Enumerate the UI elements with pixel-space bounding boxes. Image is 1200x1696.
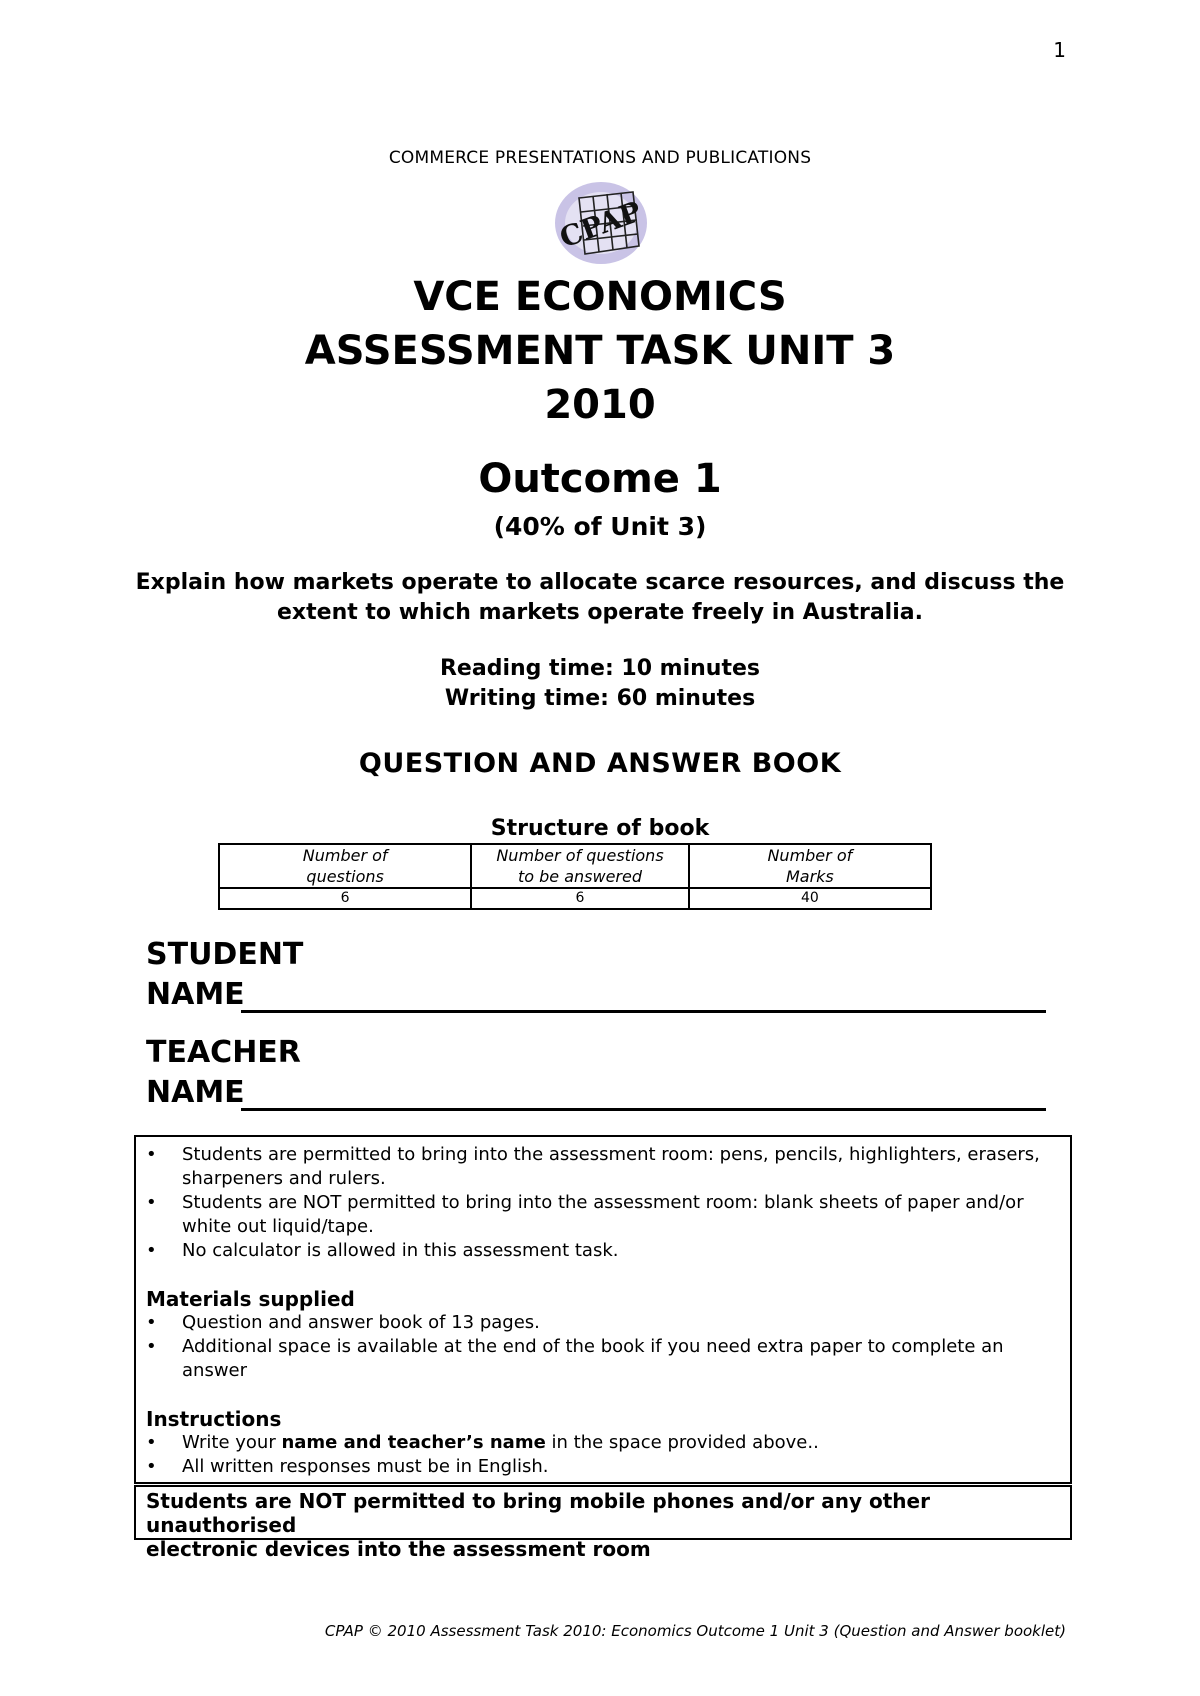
book-title: QUESTION AND ANSWER BOOK (358, 748, 842, 779)
materials-heading: Materials supplied (146, 1287, 355, 1311)
publisher-name: COMMERCE PRESENTATIONS AND PUBLICATIONS (388, 148, 812, 168)
title-year: 2010 (544, 382, 656, 428)
list-item: • Students are permitted to bring into the assessment room: pens, pencils, highlighters, erasers, sharpeners and rulers. (146, 1144, 1040, 1189)
student-label: STUDENT (146, 937, 304, 972)
teacher-label: TEACHER (146, 1035, 301, 1070)
svg-text:CPAP: CPAP (555, 194, 646, 255)
list-item: • Students are NOT permitted to bring into the assessment room: blank sheets of paper and/or white out liquid/tape. (146, 1192, 1024, 1237)
structure-header-row (219, 844, 931, 888)
title-line-1: VCE ECONOMICS (413, 274, 787, 320)
structure-value-cell: 40 (689, 888, 931, 909)
structure-value-cell: 6 (471, 888, 688, 909)
page-footer: CPAP © 2010 Assessment Task 2010: Economics Outcome 1 Unit 3 (Question and Answer booklet) (324, 1622, 1066, 1640)
structure-table (218, 843, 932, 910)
list-item: • Question and answer book of 13 pages. (146, 1312, 540, 1333)
device-warning-line-1: Students are NOT permitted to bring mobile phones and/or any other unauthorised (146, 1489, 930, 1537)
rules-box (134, 1135, 1072, 1484)
outcome-description-line-1: Explain how markets operate to allocate scarce resources, and discuss the (135, 570, 1065, 595)
reading-time: Reading time: 10 minutes (439, 656, 761, 681)
cpap-logo (553, 180, 649, 266)
list-item: • No calculator is allowed in this assessment task. (146, 1240, 619, 1261)
materials-list (136, 1311, 1070, 1383)
list-item: • Write your name and teacher’s name in the space provided above.. (146, 1432, 819, 1453)
student-name-label: NAME (146, 977, 245, 1012)
page-number: 1 (1053, 38, 1066, 62)
instructions-list (136, 1431, 1070, 1479)
outcome-weighting: (40% of Unit 3) (493, 512, 707, 541)
exam-times (0, 654, 1200, 714)
title-line-2: ASSESSMENT TASK UNIT 3 (304, 328, 896, 374)
device-warning-line-2: electronic devices into the assessment room (146, 1537, 651, 1561)
structure-value-cell: 6 (219, 888, 471, 909)
structure-header-cell: Number of Marks (689, 844, 931, 888)
student-name-field[interactable] (241, 1010, 1046, 1013)
outcome-description (0, 568, 1200, 628)
device-warning-box (134, 1485, 1072, 1561)
structure-values-row (219, 888, 931, 909)
teacher-name-label: NAME (146, 1075, 245, 1110)
structure-header-cell: Number of questions to be answered (471, 844, 688, 888)
outcome-description-line-2: extent to which markets operate freely in Australia. (277, 600, 923, 625)
teacher-name-field[interactable] (241, 1108, 1046, 1111)
structure-header-cell: Number of questions (219, 844, 471, 888)
rules-list (136, 1143, 1070, 1263)
list-item: • Additional space is available at the end of the book if you need extra paper to complete an answer (146, 1336, 1004, 1381)
outcome-heading: Outcome 1 (478, 456, 722, 502)
structure-title: Structure of book (490, 816, 710, 841)
list-item: • All written responses must be in English. (146, 1456, 549, 1477)
writing-time: Writing time: 60 minutes (444, 686, 756, 711)
instructions-heading: Instructions (146, 1407, 282, 1431)
